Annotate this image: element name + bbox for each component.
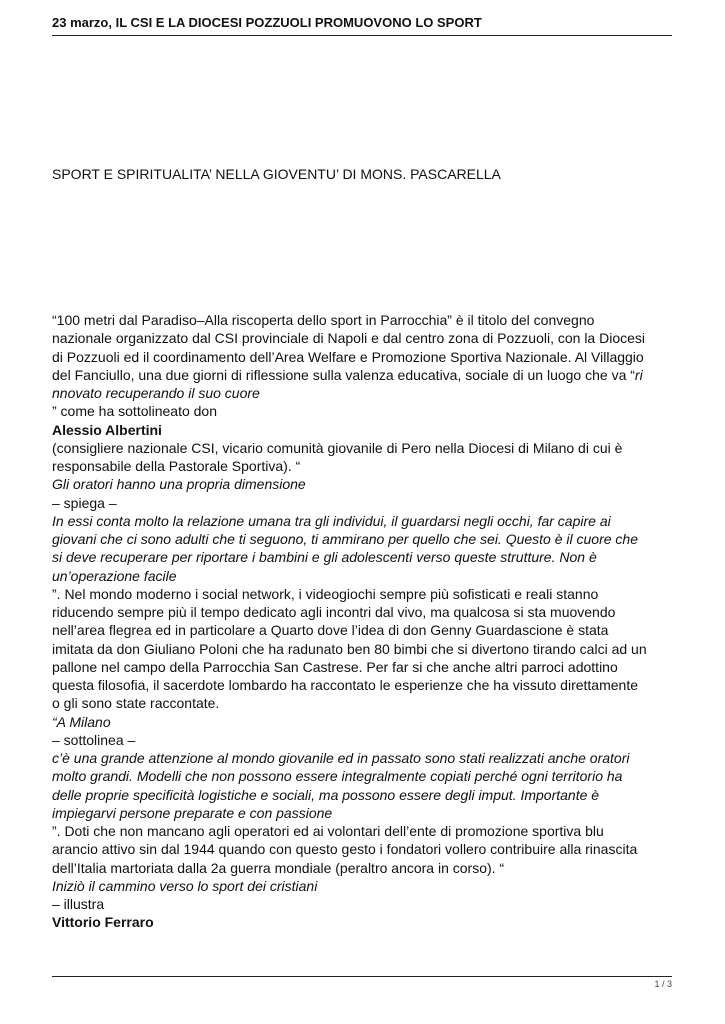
body-line: – spiega –: [52, 494, 117, 511]
body-line: responsabile della Pastorale Sportiva). “: [52, 458, 301, 474]
quote-line: In essi conta molto la relazione umana tra gli individui, il guardarsi negli occhi, far capire ai: [52, 512, 611, 529]
body-line: – illustra: [52, 896, 105, 912]
body-line: (consigliere nazionale CSI, vicario comunità giovanile di Pero nella Diocesi di Milano di cui è: [52, 439, 623, 456]
footer-divider: [52, 976, 672, 977]
body-line: nazionale organizzato dal CSI provinciale di Napoli e dal centro zona di Pozzuoli, con la Diocesi: [52, 330, 646, 347]
speaker-name: Alessio Albertini: [52, 421, 162, 438]
speaker-name: Vittorio Ferraro: [52, 914, 154, 931]
quote-line: delle proprie specificità logistiche e sociali, ma possono essere degli imput. Importante è: [52, 786, 600, 803]
body-line: ”. Nel mondo moderno i social network, i videogiochi sempre più sofisticati e reali stanno: [52, 585, 599, 602]
quote-line: Iniziò il cammino verso lo sport dei cristiani: [52, 877, 318, 894]
quote-line: si deve recuperare per riportare i bambini e gli adolescenti verso queste strutture. Non è: [52, 549, 597, 566]
article-heading: SPORT E SPIRITUALITA’ NELLA GIOVENTU’ DI MONS. PASCARELLA: [52, 166, 501, 182]
page-header-title: 23 marzo, IL CSI E LA DIOCESI POZZUOLI PROMUOVONO LO SPORT: [52, 15, 482, 30]
quote-line: “A Milano: [52, 713, 111, 730]
quote-line: giovani che ci sono adulti che ti seguono, ti ammirano per quello che sei. Questo è il cuore che: [52, 531, 639, 547]
body-line: nell’area flegrea ed in particolare a Quarto dove l’idea di don Genny Guardascione è stata: [52, 622, 609, 639]
quote-line: impiegarvi persone preparate e con passione: [52, 804, 333, 821]
body-line: ”. Doti che non mancano agli operatori ed ai volontari dell’ente di promozione sportiva blu: [52, 823, 604, 839]
body-line: ” come ha sottolineato don: [52, 403, 217, 420]
body-line: arancio attivo sin dal 1944 quando con questo gesto i fondatori vollero contribuire alla rinascita: [52, 841, 638, 858]
quote-line: molto grandi. Modelli che non possono essere integralmente copiati perché ogni territorio ha: [52, 768, 623, 785]
quote-line: c’è una grande attenzione al mondo giovanile ed in passato sono stati realizzati anche oratori: [52, 750, 630, 766]
quote-line: un’operazione facile: [52, 567, 177, 584]
body-line: dell’Italia martoriata dalla 2a guerra mondiale (peraltro ancora in corso). “: [52, 859, 505, 876]
body-line: di Pozzuoli ed il coordinamento dell’Area Welfare e Promozione Sportiva Nazionale. Al Villaggio: [52, 348, 644, 365]
body-line: o gli sono state raccontate.: [52, 695, 220, 712]
body-line: riducendo sempre più il tempo dedicato agli incontri dal vivo, ma qualcosa si sta muovendo: [52, 604, 616, 620]
body-line: del Fanciullo, una due giorni di riflessione sulla valenza educativa, sociale di un luogo che va “ri: [52, 366, 643, 383]
body-line: questa filosofia, il sacerdote lombardo ha raccontato le esperienze che ha vissuto direttamente: [52, 677, 639, 693]
body-line: imitata da don Giuliano Poloni che ha radunato ben 80 bimbi che si divertono tirando calci ad un: [52, 640, 647, 657]
body-line: “100 metri dal Paradiso–Alla riscoperta dello sport in Parrocchia” è il titolo del convegno: [52, 312, 595, 328]
quote-line: Gli oratori hanno una propria dimensione: [52, 476, 306, 493]
body-line: pallone nel campo della Parrocchia San Castrese. Per far si che anche altri parroci adottino: [52, 658, 618, 675]
body-line: nnovato recuperando il suo cuore: [52, 385, 260, 401]
header-divider: [52, 35, 672, 36]
article-body: [52, 311, 676, 932]
body-line: – sottolinea –: [52, 731, 136, 748]
page-number: 1 / 3: [654, 979, 672, 989]
